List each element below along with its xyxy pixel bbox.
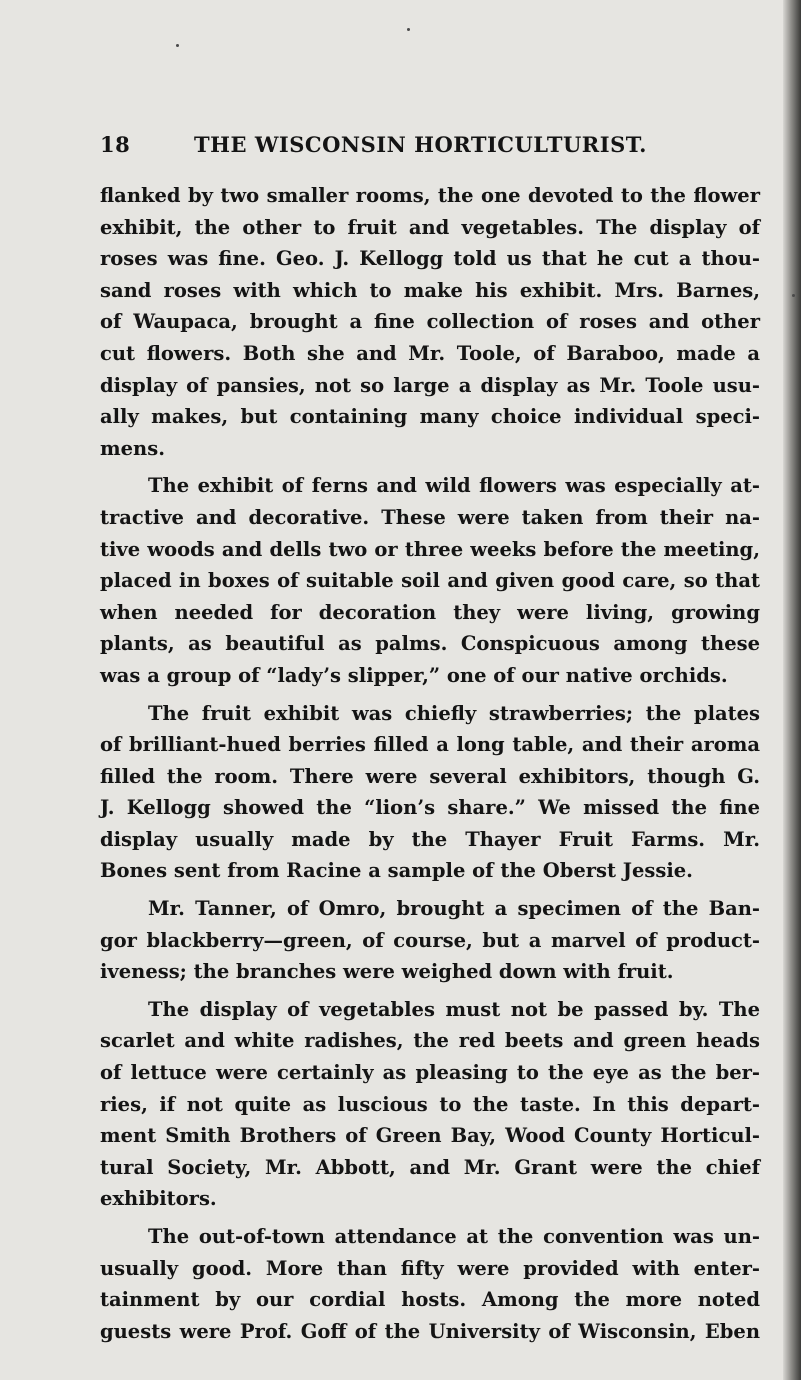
text-line: The fruit exhibit was chiefly strawberries; the plates <box>148 701 760 725</box>
paragraph <box>100 1221 760 1347</box>
text-line: ment Smith Brothers of Green Bay, Wood County Horticul- <box>100 1124 760 1148</box>
text-line: cut flowers. Both she and Mr. Toole, of Baraboo, made a <box>100 341 760 365</box>
text-line: Mr. Tanner, of Omro, brought a specimen of the Ban- <box>148 897 760 921</box>
paragraph <box>100 180 760 464</box>
text-line: placed in boxes of suitable soil and given good care, so that <box>100 569 760 593</box>
page-header <box>100 132 660 158</box>
text-line: roses was fine. Geo. J. Kellogg told us that he cut a thou- <box>100 247 760 271</box>
text-line: when needed for decoration they were living, growing <box>100 600 760 624</box>
text-line: The out-of-town attendance at the convention was un- <box>148 1225 760 1248</box>
text-line: iveness; the branches were weighed down with fruit. <box>100 960 674 984</box>
scan-speck <box>176 44 179 47</box>
paragraph <box>100 893 760 988</box>
scan-speck <box>407 28 410 31</box>
text-line: sand roses with which to make his exhibit. Mrs. Barnes, <box>100 278 760 302</box>
text-line: The display of vegetables must not be passed by. The <box>148 997 760 1021</box>
text-line: of lettuce were certainly as pleasing to the eye as the ber- <box>100 1061 760 1085</box>
text-line: was a group of “lady’s slipper,” one of our native orchids. <box>100 663 728 687</box>
running-title: THE WISCONSIN HORTICULTURIST. <box>194 132 647 157</box>
page-number: 18 <box>100 132 131 157</box>
text-line: exhibit, the other to fruit and vegetables. The display of <box>100 215 760 239</box>
text-line: mens. <box>100 436 165 460</box>
text-line: display of pansies, not so large a display as Mr. Toole usu- <box>100 373 760 397</box>
scan-speck <box>792 294 795 297</box>
text-line: of brilliant-hued berries filled a long table, and their aroma <box>100 733 760 757</box>
text-line: plants, as beautiful as palms. Conspicuous among these <box>100 632 760 656</box>
page-edge-shadow <box>783 0 801 1380</box>
text-line: filled the room. There were several exhibitors, though G. <box>100 764 760 788</box>
text-line: usually good. More than fifty were provided with enter- <box>100 1256 760 1280</box>
text-line: ries, if not quite as luscious to the taste. In this depart- <box>100 1092 760 1116</box>
text-line: exhibitors. <box>100 1187 217 1211</box>
text-line: flanked by two smaller rooms, the one devoted to the flower <box>100 184 760 207</box>
text-line: of Waupaca, brought a fine collection of roses and other <box>100 310 760 334</box>
paragraph <box>100 698 760 888</box>
text-line: The exhibit of ferns and wild flowers was especially at- <box>148 474 760 498</box>
text-line: tractive and decorative. These were taken from their na- <box>100 505 760 529</box>
text-line: J. Kellogg showed the “lion’s share.” We missed the fine <box>100 796 760 820</box>
text-line: Bones sent from Racine a sample of the Oberst Jessie. <box>100 859 693 883</box>
text-line: gor blackberry—green, of course, but a marvel of product- <box>100 928 760 952</box>
text-line: display usually made by the Thayer Fruit Farms. Mr. <box>100 827 760 851</box>
text-line: tural Society, Mr. Abbott, and Mr. Grant were the chief <box>100 1155 760 1179</box>
article-body <box>100 180 760 1353</box>
text-line: tainment by our cordial hosts. Among the more noted <box>100 1288 760 1312</box>
paragraph <box>100 994 760 1215</box>
text-line: ally makes, but containing many choice individual speci- <box>100 405 760 429</box>
text-line: scarlet and white radishes, the red beets and green heads <box>100 1029 760 1053</box>
paragraph <box>100 470 760 691</box>
text-line: guests were Prof. Goff of the University of Wisconsin, Eben <box>100 1319 760 1343</box>
text-line: tive woods and dells two or three weeks before the meeting, <box>100 537 760 561</box>
